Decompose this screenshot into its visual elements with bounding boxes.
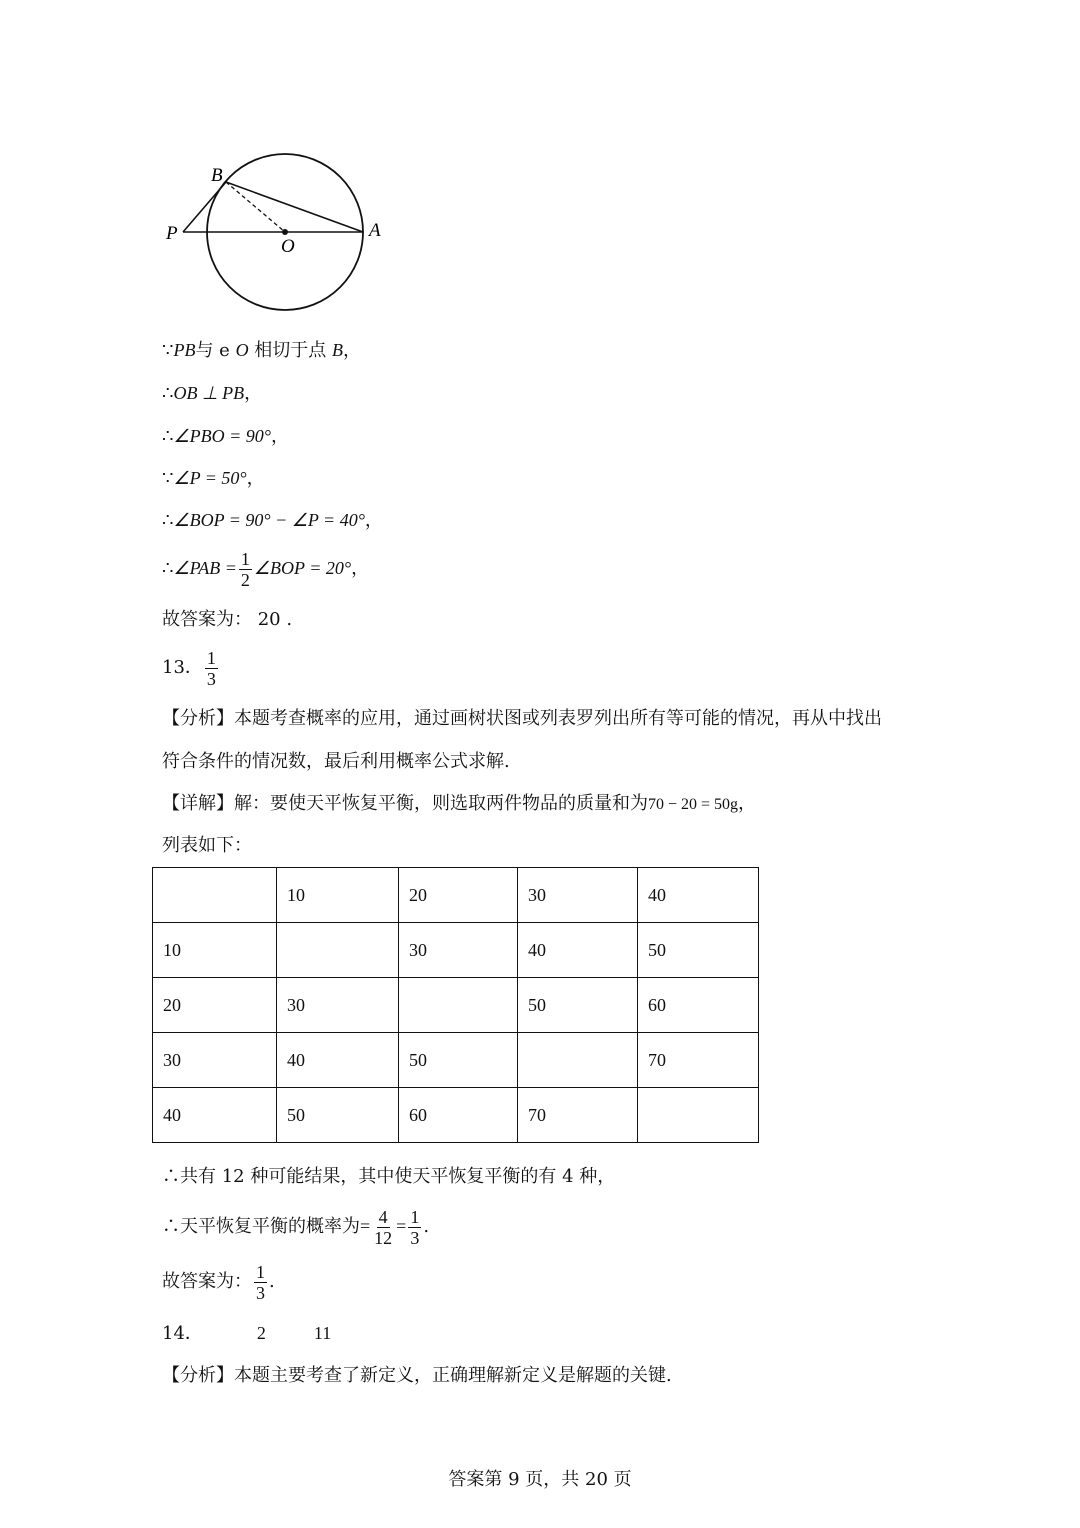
line-perpendicular: ∴OB ⊥ PB， bbox=[162, 383, 263, 404]
table-cell bbox=[277, 923, 399, 978]
table-cell: 40 bbox=[153, 1088, 277, 1143]
table-cell bbox=[399, 978, 518, 1033]
label-p: P bbox=[166, 223, 178, 244]
geometry-figure bbox=[150, 140, 410, 330]
table-cell: 50 bbox=[518, 978, 638, 1033]
label-a: A bbox=[369, 220, 381, 241]
fraction-1-3: $\frac{1}{3}$ bbox=[410, 1206, 420, 1248]
center-point-o bbox=[282, 229, 288, 235]
line-tangent: ∵PB与 e O 相切于点 B， bbox=[162, 340, 362, 361]
table-cell: 50 bbox=[399, 1033, 518, 1088]
table-cell: 40 bbox=[518, 923, 638, 978]
fraction-answer-13: $\frac{1}{3}$ bbox=[206, 647, 216, 689]
fraction-4-12: $\frac{4}{12}$ bbox=[374, 1206, 393, 1248]
table-cell: 70 bbox=[518, 1088, 638, 1143]
fraction-half: $\frac{1}{2}$ bbox=[240, 548, 250, 590]
table-cell bbox=[638, 1088, 759, 1143]
table-cell: 40 bbox=[638, 868, 759, 923]
segment-bo bbox=[226, 182, 285, 232]
label-b: B bbox=[211, 165, 223, 186]
table-cell: 50 bbox=[277, 1088, 399, 1143]
q13-result-line: ∴共有 12 种可能结果，其中使天平恢复平衡的有 4 种， bbox=[162, 1166, 616, 1187]
table-cell: 60 bbox=[399, 1088, 518, 1143]
q13-analysis-line1: 【分析】本题考查概率的应用，通过画树状图或列表罗列出所有等可能的情况，再从中找出 bbox=[162, 708, 882, 729]
table-cell: 10 bbox=[153, 923, 277, 978]
table-cell: 40 bbox=[277, 1033, 399, 1088]
table-row bbox=[153, 923, 759, 978]
segment-pb bbox=[183, 182, 226, 232]
table-header-row bbox=[153, 868, 759, 923]
line-angle-pbo: ∴∠PBO = 90°， bbox=[162, 426, 289, 447]
q13-probability-line: ∴天平恢复平衡的概率为= $\frac{4}{12}$ = $\frac{1}{3}$ . bbox=[162, 1206, 430, 1248]
q14-header: 14． 2 11 bbox=[162, 1323, 332, 1344]
line-angle-bop: ∴∠BOP = 90° − ∠P = 40°， bbox=[162, 510, 383, 531]
fraction-answer: $\frac{1}{3}$ bbox=[256, 1261, 265, 1303]
table-cell: 30 bbox=[277, 978, 399, 1033]
q13-detail: 【详解】解：要使天平恢复平衡，则选取两件物品的质量和为70 − 20 = 50g， bbox=[162, 793, 757, 814]
table-cell: 60 bbox=[638, 978, 759, 1033]
table-row bbox=[153, 1088, 759, 1143]
table-cell bbox=[518, 1033, 638, 1088]
table-cell: 50 bbox=[638, 923, 759, 978]
q13-list-intro: 列表如下： bbox=[162, 835, 252, 856]
line-angle-pab: ∴∠PAB = $\frac{1}{2}$ ∠BOP = 20°， bbox=[162, 548, 370, 590]
q13-answer-line: 故答案为： $\frac{1}{3}$ . bbox=[162, 1261, 275, 1303]
segment-ba bbox=[226, 182, 363, 232]
table-cell: 30 bbox=[399, 923, 518, 978]
table-cell: 20 bbox=[153, 978, 277, 1033]
table-row bbox=[153, 1033, 759, 1088]
q13-analysis-line2: 符合条件的情况数，最后利用概率公式求解. bbox=[162, 751, 510, 772]
page-footer: 答案第 9 页，共 20 页 bbox=[448, 1469, 632, 1490]
q13-header: 13． $\frac{1}{3}$ bbox=[162, 647, 216, 689]
table-cell bbox=[153, 868, 277, 923]
line-angle-p: ∵∠P = 50°， bbox=[162, 468, 265, 489]
table-cell: 30 bbox=[518, 868, 638, 923]
table-cell: 20 bbox=[399, 868, 518, 923]
probability-table bbox=[152, 867, 759, 1143]
line-answer-12: 故答案为： 20 . bbox=[162, 609, 293, 630]
label-o: O bbox=[281, 236, 295, 257]
table-cell: 10 bbox=[277, 868, 399, 923]
q14-analysis: 【分析】本题主要考查了新定义，正确理解新定义是解题的关键. bbox=[162, 1365, 672, 1386]
table-row bbox=[153, 978, 759, 1033]
table-cell: 70 bbox=[638, 1033, 759, 1088]
table-cell: 30 bbox=[153, 1033, 277, 1088]
